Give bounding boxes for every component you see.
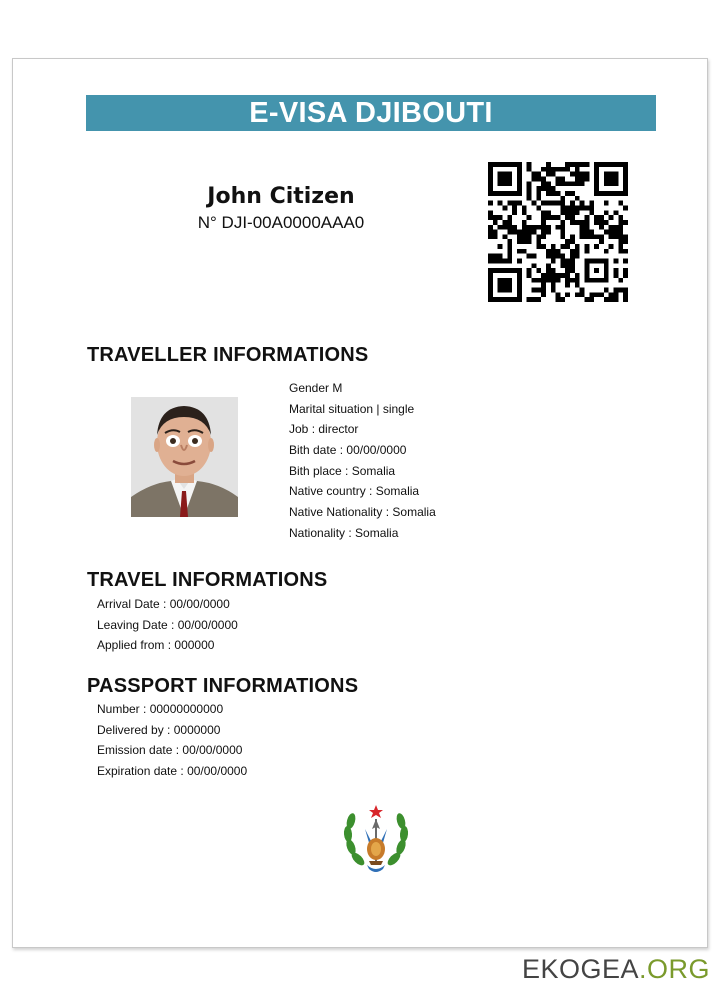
field-passport-number: Number : 00000000000 <box>97 702 224 716</box>
travel-section-title: TRAVEL INFORMATIONS <box>87 569 328 591</box>
holder-name: John Citizen <box>207 184 355 209</box>
passport-fields <box>97 699 247 782</box>
passport-section-title: PASSPORT INFORMATIONS <box>87 675 359 697</box>
field-job: Job : director <box>289 422 359 437</box>
field-marital-situation: Marital situation | single <box>289 401 415 416</box>
field-delivered-by: Delivered by : 0000000 <box>97 722 221 737</box>
qr-code-icon <box>488 162 628 302</box>
document-title: E-VISA DJIBOUTI <box>86 95 656 131</box>
field-arrival-date: Arrival Date : 00/00/0000 <box>97 597 230 611</box>
field-emission-date: Emission date : 00/00/0000 <box>97 743 243 758</box>
field-birth-place: Bith place : Somalia <box>289 463 396 478</box>
traveller-section-title: TRAVELLER INFORMATIONS <box>87 344 369 366</box>
field-native-nationality: Native Nationality : Somalia <box>289 505 436 520</box>
watermark: EKOGEA.ORG <box>521 954 710 984</box>
visa-number: N° DJI-00A0000AAA0 <box>197 213 365 232</box>
travel-fields <box>97 594 238 656</box>
field-applied-from: Applied from : 000000 <box>97 638 215 653</box>
field-gender: Gender M <box>289 381 343 395</box>
passport-photo <box>131 397 238 517</box>
traveller-fields <box>289 378 436 544</box>
field-native-country: Native country : Somalia <box>289 484 420 499</box>
field-leaving-date: Leaving Date : 00/00/0000 <box>97 617 238 632</box>
field-expiration-date: Expiration date : 00/00/0000 <box>97 764 248 779</box>
field-birth-date: Bith date : 00/00/0000 <box>289 443 407 458</box>
djibouti-emblem-icon <box>341 799 411 875</box>
field-nationality: Nationality : Somalia <box>289 525 399 540</box>
